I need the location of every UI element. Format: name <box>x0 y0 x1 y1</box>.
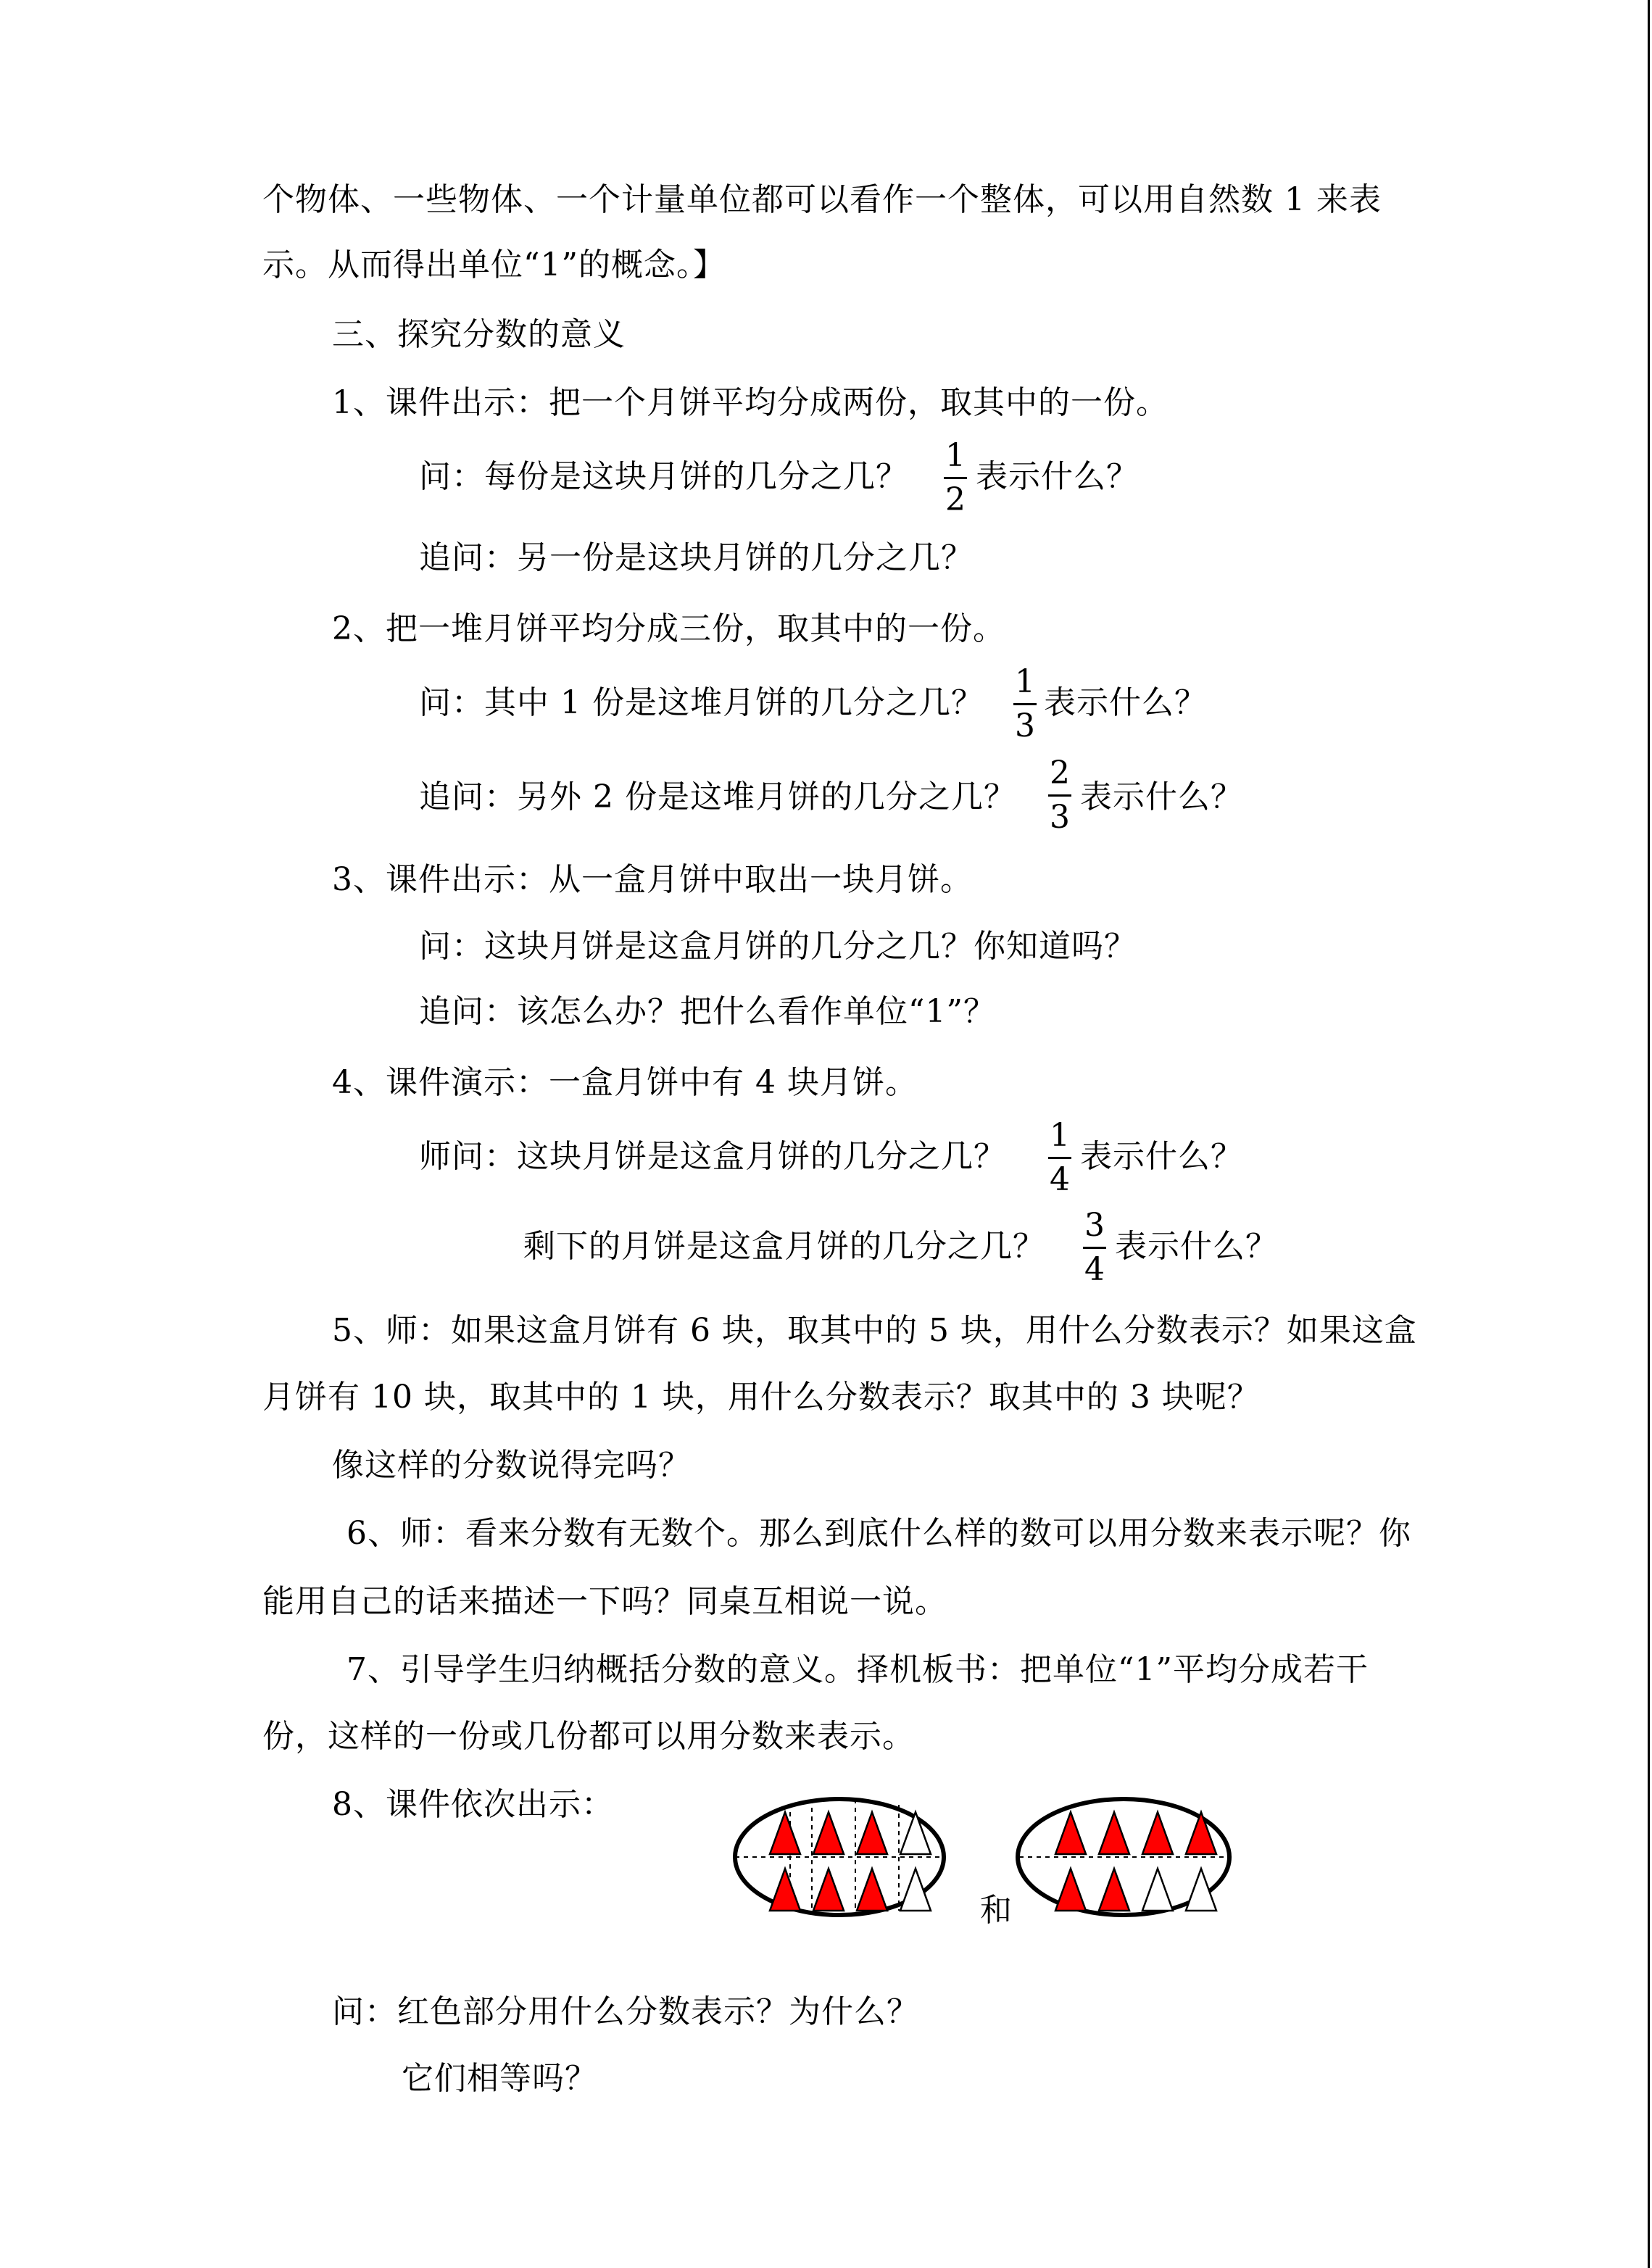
text-line: 1、课件出示：把一个月饼平均分成两份，取其中的一份。 <box>332 384 1169 421</box>
question-line: 师问：这块月饼是这盒月饼的几分之几？ <box>419 1138 1006 1175</box>
question-line: 追问：另一份是这块月饼的几分之几？ <box>419 539 974 576</box>
fraction-bar <box>1083 1247 1106 1249</box>
text-line: 6、师：看来分数有无数个。那么到底什么样的数可以用分数来表示呢？你 <box>346 1515 1411 1552</box>
question-line: 表示什么？ <box>1080 1138 1243 1175</box>
fraction-1-4 <box>1045 1116 1074 1200</box>
denominator: 4 <box>1050 1161 1070 1198</box>
fraction-1-2 <box>941 436 970 520</box>
text-line: 7、引导学生归纳概括分数的意义。择机板书：把单位“1”平均分成若干 <box>346 1651 1369 1688</box>
numerator: 1 <box>1015 663 1035 700</box>
numerator: 1 <box>945 437 966 474</box>
fraction-bar <box>1048 1157 1071 1159</box>
question-line: 问：这块月饼是这盒月饼的几分之几？你知道吗？ <box>419 928 1137 965</box>
fraction-bar <box>1048 794 1071 797</box>
question-line: 追问：另外 2 份是这堆月饼的几分之几？ <box>419 778 1016 815</box>
question-line: 表示什么？ <box>1080 778 1243 815</box>
question-line: 追问：该怎么办？把什么看作单位“1”？ <box>419 993 996 1030</box>
question-line: 问：红色部分用什么分数表示？为什么？ <box>332 1993 919 2030</box>
connector-he: 和 <box>980 1892 1012 1929</box>
question-line: 剩下的月饼是这盒月饼的几分之几？ <box>523 1228 1045 1265</box>
question-line: 它们相等吗？ <box>402 2060 597 2097</box>
denominator: 3 <box>1015 707 1035 744</box>
text-line: 月饼有 10 块，取其中的 1 块，用什么分数表示？取其中的 3 块呢？ <box>262 1379 1260 1416</box>
text-line: 能用自己的话来描述一下吗？同桌互相说一说。 <box>262 1583 947 1620</box>
numerator: 1 <box>1050 1117 1070 1154</box>
text-line: 像这样的分数说得完吗？ <box>332 1447 691 1484</box>
text-line: 5、师：如果这盒月饼有 6 块，取其中的 5 块，用什么分数表示？如果这盒 <box>332 1312 1417 1349</box>
denominator: 3 <box>1050 799 1070 836</box>
text-line: 3、课件出示：从一盒月饼中取出一块月饼。 <box>332 861 973 898</box>
text-line: 4、课件演示：一盒月饼中有 4 块月饼。 <box>332 1064 918 1101</box>
text-line: 份，这样的一份或几份都可以用分数来表示。 <box>262 1718 915 1755</box>
section-heading: 三、探究分数的意义 <box>332 316 626 353</box>
fraction-bar <box>944 477 967 479</box>
question-line: 表示什么？ <box>1044 684 1207 721</box>
numerator: 3 <box>1084 1207 1105 1244</box>
fraction-bar <box>1013 703 1037 705</box>
text-line: 8、课件依次出示： <box>332 1786 614 1823</box>
numerator: 2 <box>1050 755 1070 792</box>
text-line: 2、把一堆月饼平均分成三份，取其中的一份。 <box>332 610 1005 647</box>
question-line: 问：每份是这块月饼的几分之几？ <box>419 458 908 495</box>
question-line: 表示什么？ <box>1115 1228 1278 1265</box>
fraction-3-4 <box>1080 1206 1109 1289</box>
text-line: 示。从而得出单位“1”的概念。】 <box>262 246 726 283</box>
text-line: 个物体、一些物体、一个计量单位都可以看作一个整体，可以用自然数 1 来表 <box>262 181 1382 218</box>
denominator: 4 <box>1084 1251 1105 1288</box>
fraction-1-3 <box>1010 662 1039 746</box>
question-line: 表示什么？ <box>976 458 1139 495</box>
fraction-2-3 <box>1045 754 1074 837</box>
denominator: 2 <box>945 481 966 518</box>
question-line: 问：其中 1 份是这堆月饼的几分之几？ <box>419 684 984 721</box>
